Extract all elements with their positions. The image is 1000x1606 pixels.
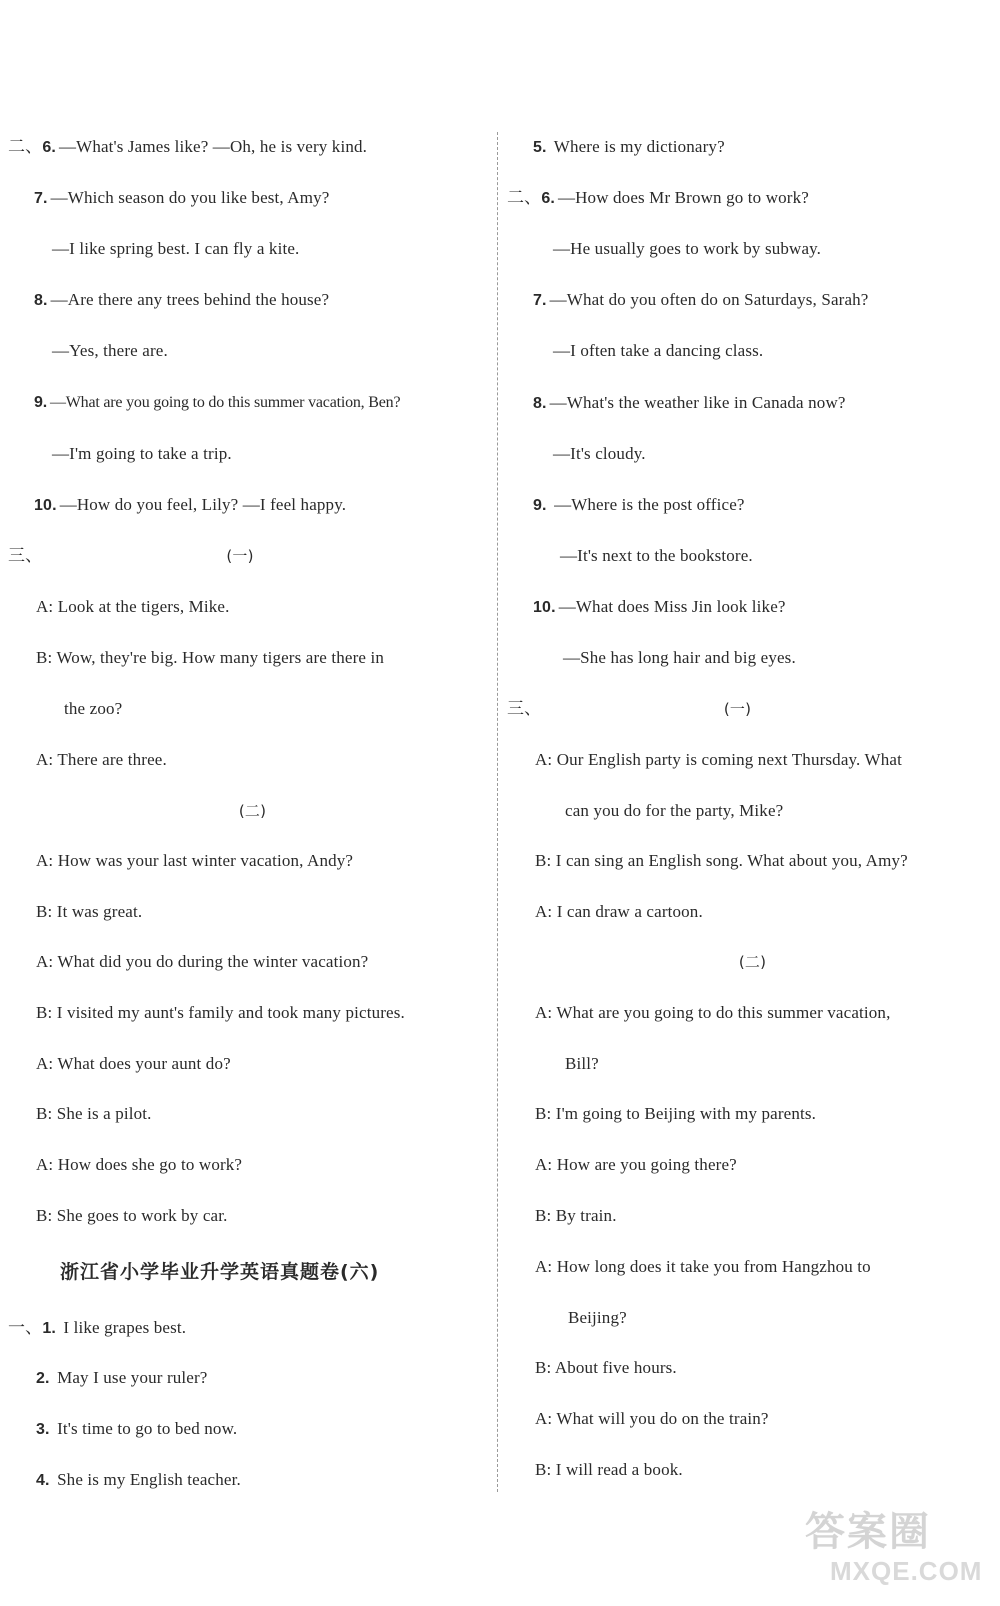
question-number: 2. bbox=[36, 1370, 50, 1387]
question-number: 4. bbox=[36, 1472, 50, 1489]
question-number: 3. bbox=[36, 1421, 50, 1438]
paper-title: 浙江省小学毕业升学英语真题卷(六) bbox=[60, 1261, 380, 1283]
question-number: 10. bbox=[34, 497, 57, 514]
left-dialog1-line: A: There are three. bbox=[36, 750, 167, 769]
right-dialog2-line: B: I'm going to Beijing with my parents. bbox=[535, 1104, 817, 1123]
left-dialog2-line: B: She is a pilot. bbox=[36, 1104, 152, 1123]
right-q7-reply: —I often take a dancing class. bbox=[553, 341, 764, 360]
question-text: —Which season do you like best, Amy? bbox=[50, 188, 330, 207]
right-dialog1-line: B: I can sing an English song. What about you, Amy? bbox=[535, 851, 908, 870]
question-text: —Are there any trees behind the house? bbox=[50, 290, 330, 309]
left-dialog2-line: A: What did you do during the winter vacation? bbox=[36, 952, 369, 971]
question-text: —Where is the post office? bbox=[554, 495, 745, 514]
question-text: —What does Miss Jin look like? bbox=[558, 597, 786, 616]
question-number: 6. bbox=[42, 139, 56, 156]
question-number: 7. bbox=[533, 292, 547, 309]
right-dialog1-line: can you do for the party, Mike? bbox=[565, 801, 784, 820]
right-q9 bbox=[533, 494, 745, 517]
question-text: Where is my dictionary? bbox=[553, 137, 725, 156]
left-q9 bbox=[34, 392, 400, 414]
question-text: —What's James like? —Oh, he is very kind. bbox=[58, 137, 368, 156]
left-part1-q4 bbox=[36, 1469, 241, 1492]
right-dialog2-line: A: How long does it take you from Hangzhou to bbox=[535, 1257, 871, 1276]
right-dialog1-line: A: I can draw a cartoon. bbox=[535, 902, 703, 921]
section-2-label: 二、 bbox=[8, 137, 43, 157]
left-dialog2-line: B: It was great. bbox=[36, 902, 143, 921]
left-q8-reply: —Yes, there are. bbox=[52, 341, 168, 360]
left-dialog2-line: A: How does she go to work? bbox=[36, 1155, 243, 1174]
right-q10-reply: —She has long hair and big eyes. bbox=[563, 648, 796, 667]
watermark-text: 答案圈 bbox=[805, 1509, 931, 1555]
question-number: 8. bbox=[533, 395, 547, 412]
left-dialog2-line: A: What does your aunt do? bbox=[36, 1054, 231, 1073]
question-number: 7. bbox=[34, 190, 48, 207]
left-q7 bbox=[34, 187, 329, 210]
question-number: 9. bbox=[34, 394, 47, 411]
question-number: 6. bbox=[541, 190, 555, 207]
right-q8-reply: —It's cloudy. bbox=[553, 444, 646, 463]
left-dialog2-line: B: I visited my aunt's family and took many pictures. bbox=[36, 1003, 405, 1022]
question-number: 1. bbox=[42, 1320, 56, 1337]
right-q5 bbox=[533, 136, 725, 159]
right-part-1-heading: (一) bbox=[723, 700, 752, 718]
column-divider bbox=[497, 132, 498, 1492]
left-q7-reply: —I like spring best. I can fly a kite. bbox=[52, 239, 300, 258]
right-dialog2-line: B: By train. bbox=[535, 1206, 617, 1225]
left-q9-reply: —I'm going to take a trip. bbox=[52, 444, 232, 463]
question-number: 9. bbox=[533, 497, 547, 514]
left-q6 bbox=[8, 136, 367, 159]
left-dialog2-line: B: She goes to work by car. bbox=[36, 1206, 228, 1225]
question-text: —What are you going to do this summer vacation, Ben? bbox=[49, 394, 401, 411]
right-dialog2-line: Bill? bbox=[565, 1054, 599, 1073]
question-number: 10. bbox=[533, 599, 556, 616]
left-dialog1-line: the zoo? bbox=[64, 699, 123, 718]
left-part1-q3 bbox=[36, 1418, 237, 1441]
question-text: —What do you often do on Saturdays, Sarah? bbox=[549, 290, 869, 309]
question-number: 8. bbox=[34, 292, 48, 309]
question-number: 5. bbox=[533, 139, 547, 156]
section-1-label: 一、 bbox=[8, 1318, 43, 1338]
section-2-label: 二、 bbox=[507, 188, 542, 208]
question-text: She is my English teacher. bbox=[57, 1470, 241, 1489]
right-dialog2-line: B: About five hours. bbox=[535, 1358, 677, 1377]
left-part-2-heading: (二) bbox=[238, 802, 267, 820]
left-q10 bbox=[34, 494, 346, 517]
left-dialog1-line: A: Look at the tigers, Mike. bbox=[36, 597, 230, 616]
right-q6-reply: —He usually goes to work by subway. bbox=[553, 239, 822, 258]
watermark-logo bbox=[800, 1500, 990, 1600]
right-section-3-label: 三、 bbox=[507, 699, 542, 719]
left-part1-q2 bbox=[36, 1367, 208, 1390]
left-section-3-label: 三、 bbox=[8, 546, 43, 566]
left-part1-q1 bbox=[8, 1317, 186, 1340]
right-q10 bbox=[533, 596, 786, 619]
watermark-url: MXQE.COM bbox=[830, 1556, 983, 1586]
left-dialog2-line: A: How was your last winter vacation, Andy? bbox=[36, 851, 354, 870]
left-column bbox=[0, 0, 480, 1606]
question-text: —How do you feel, Lily? —I feel happy. bbox=[59, 495, 347, 514]
right-dialog1-line: A: Our English party is coming next Thursday. What bbox=[535, 750, 902, 769]
left-dialog1-line: B: Wow, they're big. How many tigers are there in bbox=[36, 648, 385, 667]
question-text: It's time to go to bed now. bbox=[57, 1419, 238, 1438]
question-text: —How does Mr Brown go to work? bbox=[557, 188, 809, 207]
right-dialog2-line: B: I will read a book. bbox=[535, 1460, 683, 1479]
question-text: I like grapes best. bbox=[63, 1318, 187, 1337]
right-part-2-heading: (二) bbox=[738, 953, 767, 971]
right-q8 bbox=[533, 392, 846, 415]
question-text: —What's the weather like in Canada now? bbox=[549, 393, 846, 412]
right-dialog2-line: A: What will you do on the train? bbox=[535, 1409, 769, 1428]
left-q8 bbox=[34, 289, 329, 312]
right-dialog2-line: A: What are you going to do this summer vacation, bbox=[535, 1003, 891, 1022]
left-part-1-heading: (一) bbox=[226, 547, 254, 565]
right-dialog2-line: A: How are you going there? bbox=[535, 1155, 737, 1174]
right-dialog2-line: Beijing? bbox=[568, 1308, 627, 1327]
right-q7 bbox=[533, 289, 869, 312]
right-q9-reply: —It's next to the bookstore. bbox=[560, 546, 753, 565]
right-q6 bbox=[507, 187, 809, 210]
question-text: May I use your ruler? bbox=[57, 1368, 208, 1387]
right-column bbox=[505, 0, 985, 1606]
